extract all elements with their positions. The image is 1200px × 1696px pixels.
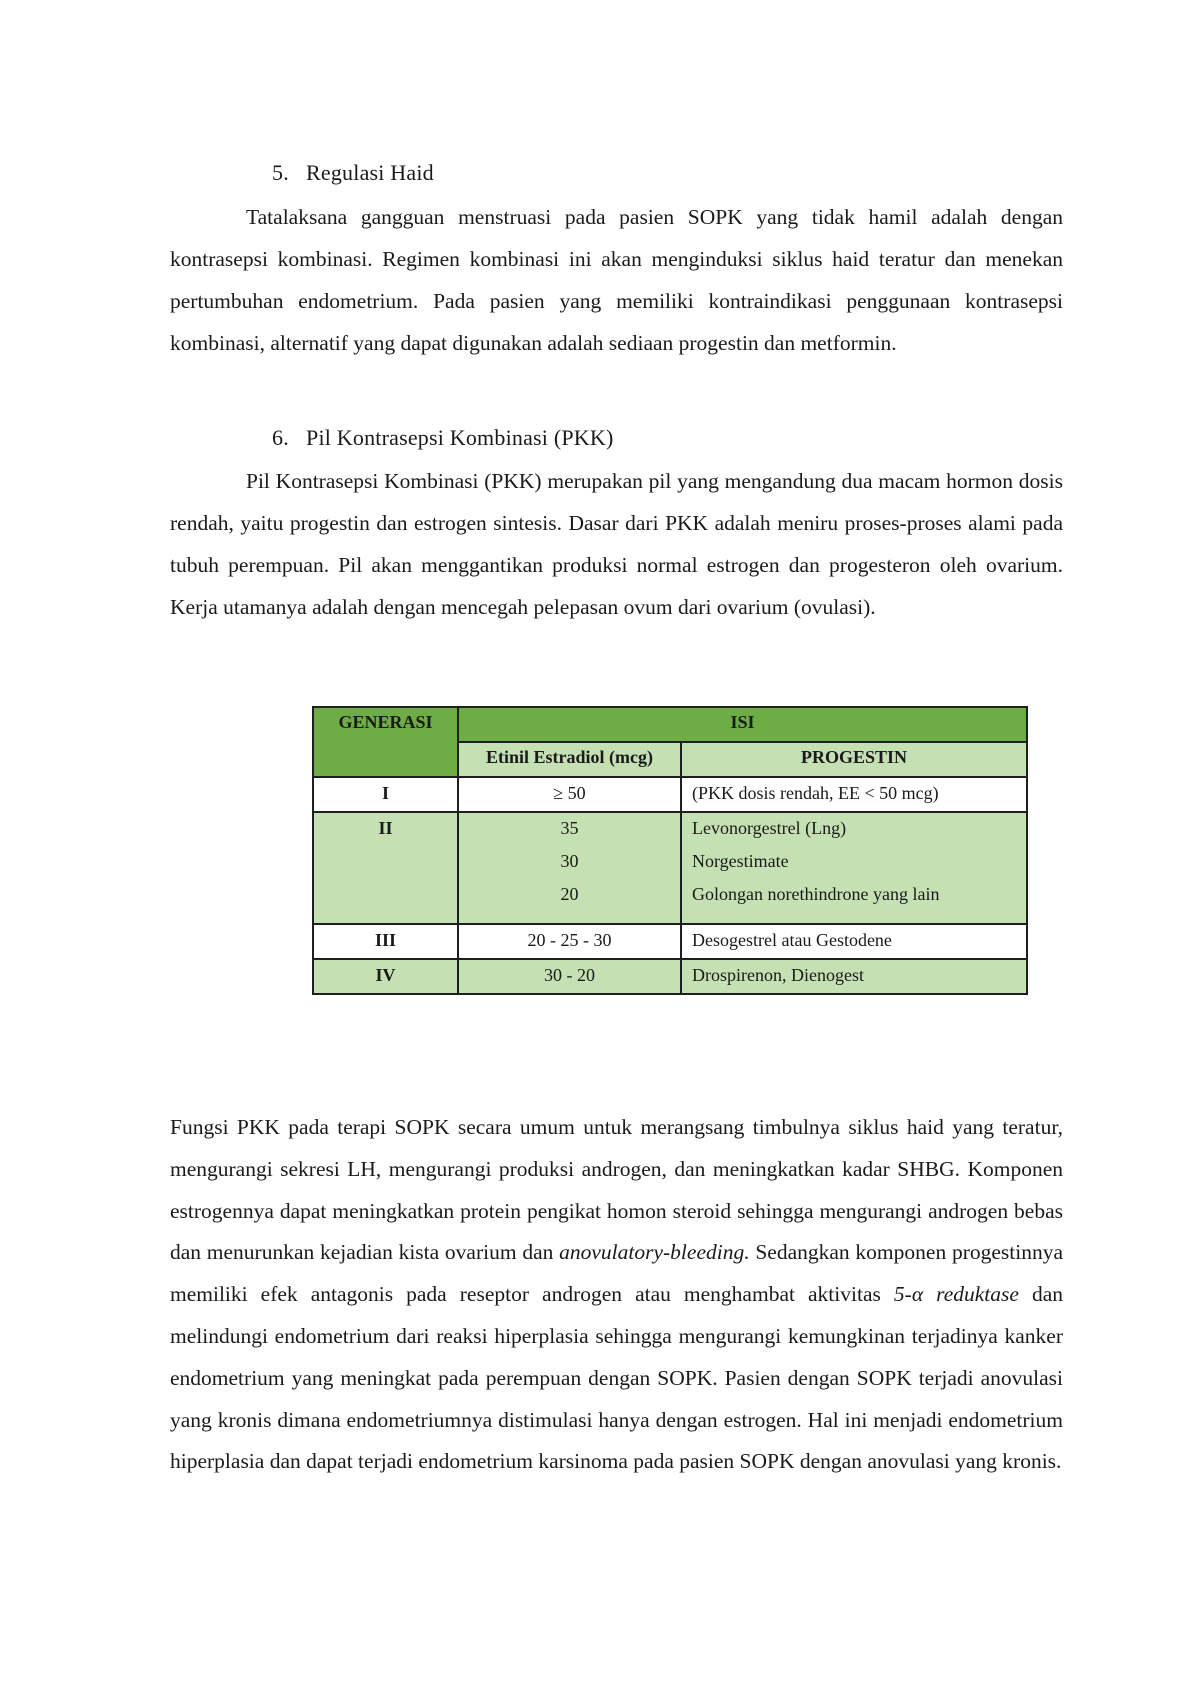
progestin-cell: Drospirenon, Dienogest: [681, 959, 1027, 994]
section-5-text: Tatalaksana gangguan menstruasi pada pasien SOPK yang tidak hamil adalah dengan kontrasepsi kombinasi. Regimen kombinasi ini akan menginduksi siklus haid teratur dan menekan pertumbuhan endometrium. Pada pasien yang memiliki kontraindikasi penggunaan kontrasepsi kombinasi, alternatif yang dapat digunakan adalah sediaan progestin dan metformin.: [170, 205, 1063, 355]
progestin-value: Golongan norethindrone yang lain: [692, 884, 940, 904]
ee-cell: 20 - 25 - 30: [458, 924, 681, 959]
gen-cell: III: [313, 924, 458, 959]
table-row: [313, 777, 1027, 812]
header-generasi: GENERASI: [313, 707, 458, 777]
ee-value: 35: [560, 818, 579, 838]
fungsi-italic-term-1: anovulatory-bleeding.: [559, 1240, 750, 1265]
section-6-title: Pil Kontrasepsi Kombinasi (PKK): [306, 425, 614, 450]
table-row: [313, 812, 1027, 924]
progestin-value: Norgestimate: [692, 851, 789, 871]
ee-value: 30: [560, 851, 579, 871]
gen-cell: IV: [313, 959, 458, 994]
section-5-heading: [272, 160, 434, 186]
section-6-paragraph: [170, 460, 1063, 628]
gen-value: II: [378, 818, 393, 838]
ee-cell: ≥ 50: [458, 777, 681, 812]
section-5-number: 5.: [272, 160, 289, 185]
progestin-cell: Desogestrel atau Gestodene: [681, 924, 1027, 959]
table-row: [313, 924, 1027, 959]
progestin-cell: (PKK dosis rendah, EE < 50 mcg): [681, 777, 1027, 812]
fungsi-text-1: Fungsi PKK pada terapi SOPK secara umum untuk merangsang timbulnya siklus haid yang teratur, mengurangi sekresi LH, mengurangi produksi androgen, dan meningkatkan kadar SHBG. Komponen estrogennya dapat meningkatkan protein pengikat homon steroid sehingga mengurangi androgen bebas dan menurunkan kejadian kista ovarium dan: [170, 1115, 1063, 1265]
section-6-text: Pil Kontrasepsi Kombinasi (PKK) merupakan pil yang mengandung dua macam hormon dosis rendah, yaitu progestin dan estrogen sintesis. Dasar dari PKK adalah meniru proses-proses alami pada tubuh perempuan. Pil akan menggantikan produksi normal estrogen dan progesteron oleh ovarium. Kerja utamanya adalah dengan mencegah pelepasan ovum dari ovarium (ovulasi).: [170, 469, 1063, 619]
header-etinil-estradiol: Etinil Estradiol (mcg): [458, 742, 681, 777]
table-row: [313, 959, 1027, 994]
progestin-value: Levonorgestrel (Lng): [692, 818, 847, 838]
progestin-cell: [681, 812, 1027, 924]
gen-cell: [313, 812, 458, 924]
header-isi: ISI: [458, 707, 1027, 742]
fungsi-italic-term-2: 5-α reduktase: [893, 1282, 1019, 1307]
ee-value: 20: [560, 884, 579, 904]
header-progestin: PROGESTIN: [681, 742, 1027, 777]
section-6-heading: [272, 425, 613, 451]
fungsi-text-3: dan melindungi endometrium dari reaksi hiperplasia sehingga mengurangi kemungkinan terjadinya kanker endometrium yang meningkat pada perempuan dengan SOPK. Pasien dengan SOPK terjadi anovulasi yang kronis dimana endometriumnya distimulasi hanya dengan estrogen. Hal ini menjadi endometrium hiperplasia dan dapat terjadi endometrium karsinoma pada pasien SOPK dengan anovulasi yang kronis.: [170, 1282, 1064, 1474]
ee-cell: [458, 812, 681, 924]
fungsi-text-2: Sedangkan komponen progestinnya memiliki efek antagonis pada reseptor androgen atau menghambat aktivitas: [170, 1240, 1063, 1307]
section-5-paragraph: [170, 196, 1063, 364]
ee-cell: 30 - 20: [458, 959, 681, 994]
pkk-generation-table: [312, 706, 1028, 995]
section-6-number: 6.: [272, 425, 289, 450]
fungsi-pkk-paragraph: [170, 1107, 1063, 1483]
section-5-title: Regulasi Haid: [306, 160, 434, 185]
gen-cell: I: [313, 777, 458, 812]
